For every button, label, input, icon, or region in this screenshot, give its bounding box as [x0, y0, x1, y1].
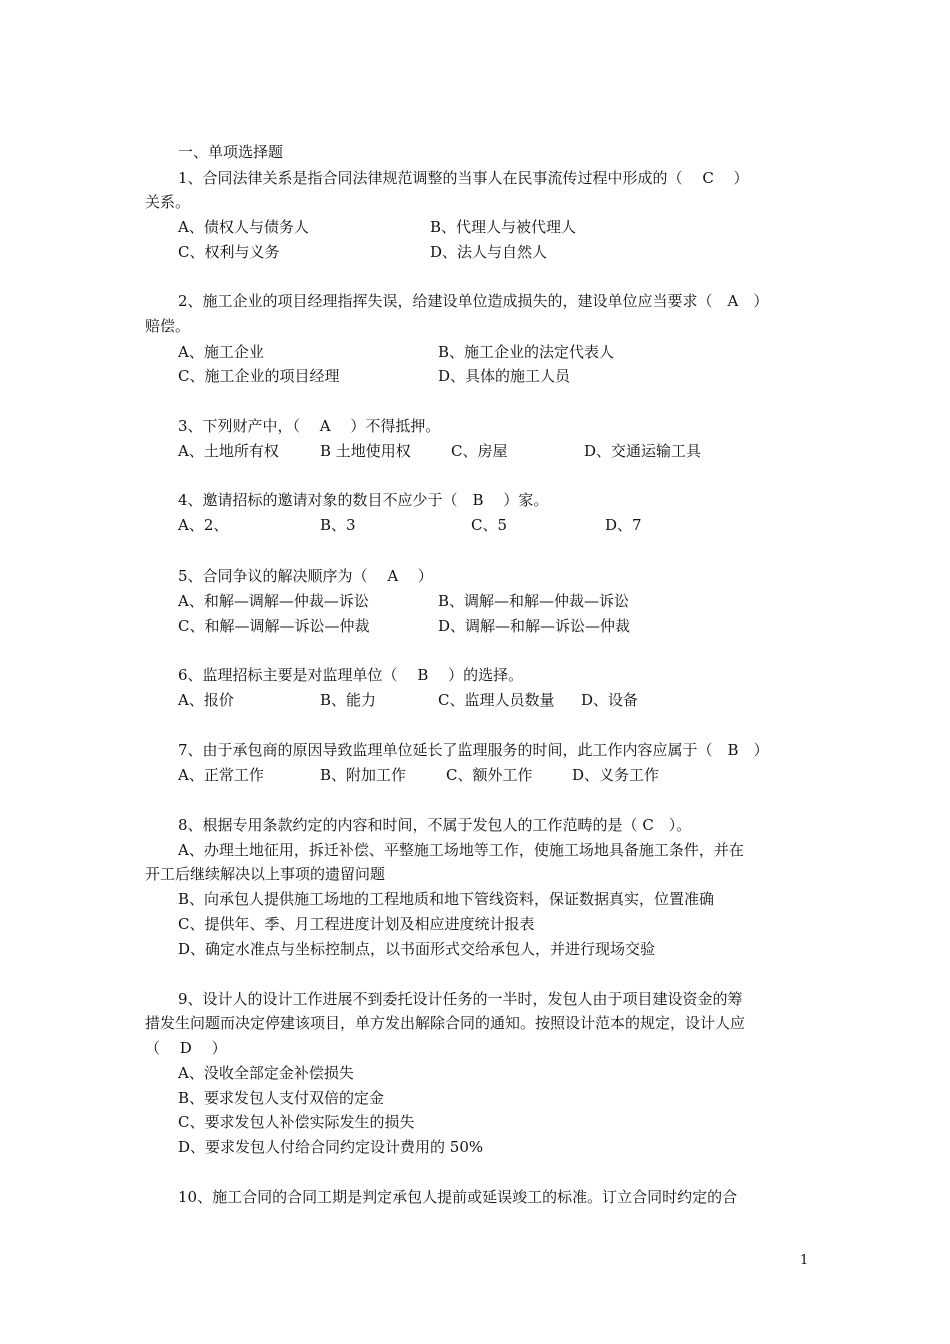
question-3-option-b: B 土地使用权: [320, 442, 411, 460]
question-6-option-b: B、能力: [320, 691, 377, 709]
question-4-option-b: B、3: [320, 516, 356, 534]
question-2-option-c: C、施工企业的项目经理: [178, 367, 340, 385]
question-6-option-c: C、监理人员数量: [438, 691, 555, 709]
question-1-option-a: A、债权人与债务人: [178, 218, 309, 236]
question-6-option-a: A、报价: [178, 691, 234, 709]
question-1-option-d: D、法人与自然人: [430, 243, 548, 261]
page-number: 1: [800, 1253, 809, 1268]
question-9-option-a: A、没收全部定金补偿损失: [178, 1064, 354, 1082]
question-8-option-a: A、办理土地征用，拆迁补偿、平整施工场地等工作，使施工场地具备施工条件，并在: [178, 841, 744, 859]
question-8-option-d: D、确定水准点与坐标控制点，以书面形式交给承包人，并进行现场交验: [178, 940, 656, 958]
question-5-option-b: B、调解—和解—仲裁—诉讼: [438, 592, 630, 610]
question-7-option-d: D、义务工作: [572, 766, 660, 784]
question-1-option-b: B、代理人与被代理人: [430, 218, 577, 236]
question-2-stem: 2、施工企业的项目经理指挥失误，给建设单位造成损失的，建设单位应当要求（ A ）: [178, 292, 769, 310]
question-9-option-c: C、要求发包人补偿实际发生的损失: [178, 1113, 415, 1131]
question-7-option-b: B、附加工作: [320, 766, 407, 784]
question-7-stem: 7、由于承包商的原因导致监理单位延长了监理服务的时间，此工作内容应属于（ B ）: [178, 741, 769, 759]
question-3-option-d: D、交通运输工具: [584, 442, 702, 460]
question-4-option-d: D、7: [605, 516, 642, 534]
question-5-option-d: D、调解—和解—诉讼—仲裁: [438, 617, 631, 635]
question-10-stem: 10、施工合同的合同工期是判定承包人提前或延误竣工的标准。订立合同时约定的合: [178, 1188, 738, 1206]
question-9-option-b: B、要求发包人支付双倍的定金: [178, 1089, 385, 1107]
question-3-option-a: A、土地所有权: [178, 442, 279, 460]
question-5-option-c: C、和解—调解—诉讼—仲裁: [178, 617, 370, 635]
question-2-option-b: B、施工企业的法定代表人: [438, 343, 615, 361]
question-9-answer: （ D ）: [145, 1039, 227, 1057]
question-9-stem: 9、设计人的设计工作进展不到委托设计任务的一半时，发包人由于项目建设资金的筹: [178, 990, 743, 1008]
question-4-stem: 4、邀请招标的邀请对象的数目不应少于（ B ）家。: [178, 491, 549, 509]
question-4-option-c: C、5: [471, 516, 508, 534]
question-8-option-c: C、提供年、季、月工程进度计划及相应进度统计报表: [178, 915, 535, 933]
question-1-option-c: C、权利与义务: [178, 243, 280, 261]
question-6-option-d: D、设备: [581, 691, 639, 709]
question-8-stem: 8、根据专用条款约定的内容和时间，不属于发包人的工作范畴的是（ C ）。: [178, 816, 692, 834]
question-3-stem: 3、下列财产中，（ A ）不得抵押。: [178, 417, 441, 435]
question-8-option-b: B、向承包人提供施工场地的工程地质和地下管线资料，保证数据真实，位置准确: [178, 890, 715, 908]
question-3-option-c: C、房屋: [451, 442, 508, 460]
question-5-stem: 5、合同争议的解决顺序为（ A ）: [178, 567, 433, 585]
question-7-option-a: A、正常工作: [178, 766, 264, 784]
question-1-stem-cont: 关系。: [145, 193, 191, 211]
question-2-option-a: A、施工企业: [178, 343, 264, 361]
question-7-option-c: C、额外工作: [446, 766, 533, 784]
question-8-option-a-cont: 开工后继续解决以上事项的遗留问题: [145, 865, 386, 883]
question-9-stem-cont: 措发生问题而决定停建该项目，单方发出解除合同的通知。按照设计范本的规定，设计人应: [145, 1014, 746, 1032]
question-9-option-d: D、要求发包人付给合同约定设计费用的 50%: [178, 1138, 484, 1156]
question-6-stem: 6、监理招标主要是对监理单位（ B ）的选择。: [178, 666, 524, 684]
question-5-option-a: A、和解—调解—仲裁—诉讼: [178, 592, 369, 610]
question-1-stem: 1、合同法律关系是指合同法律规范调整的当事人在民事流传过程中形成的（ C ）: [178, 169, 749, 187]
question-4-option-a: A、2、: [178, 516, 229, 534]
section-title: 一、单项选择题: [178, 143, 284, 161]
question-2-option-d: D、具体的施工人员: [438, 367, 571, 385]
question-2-stem-cont: 赔偿。: [145, 317, 191, 335]
